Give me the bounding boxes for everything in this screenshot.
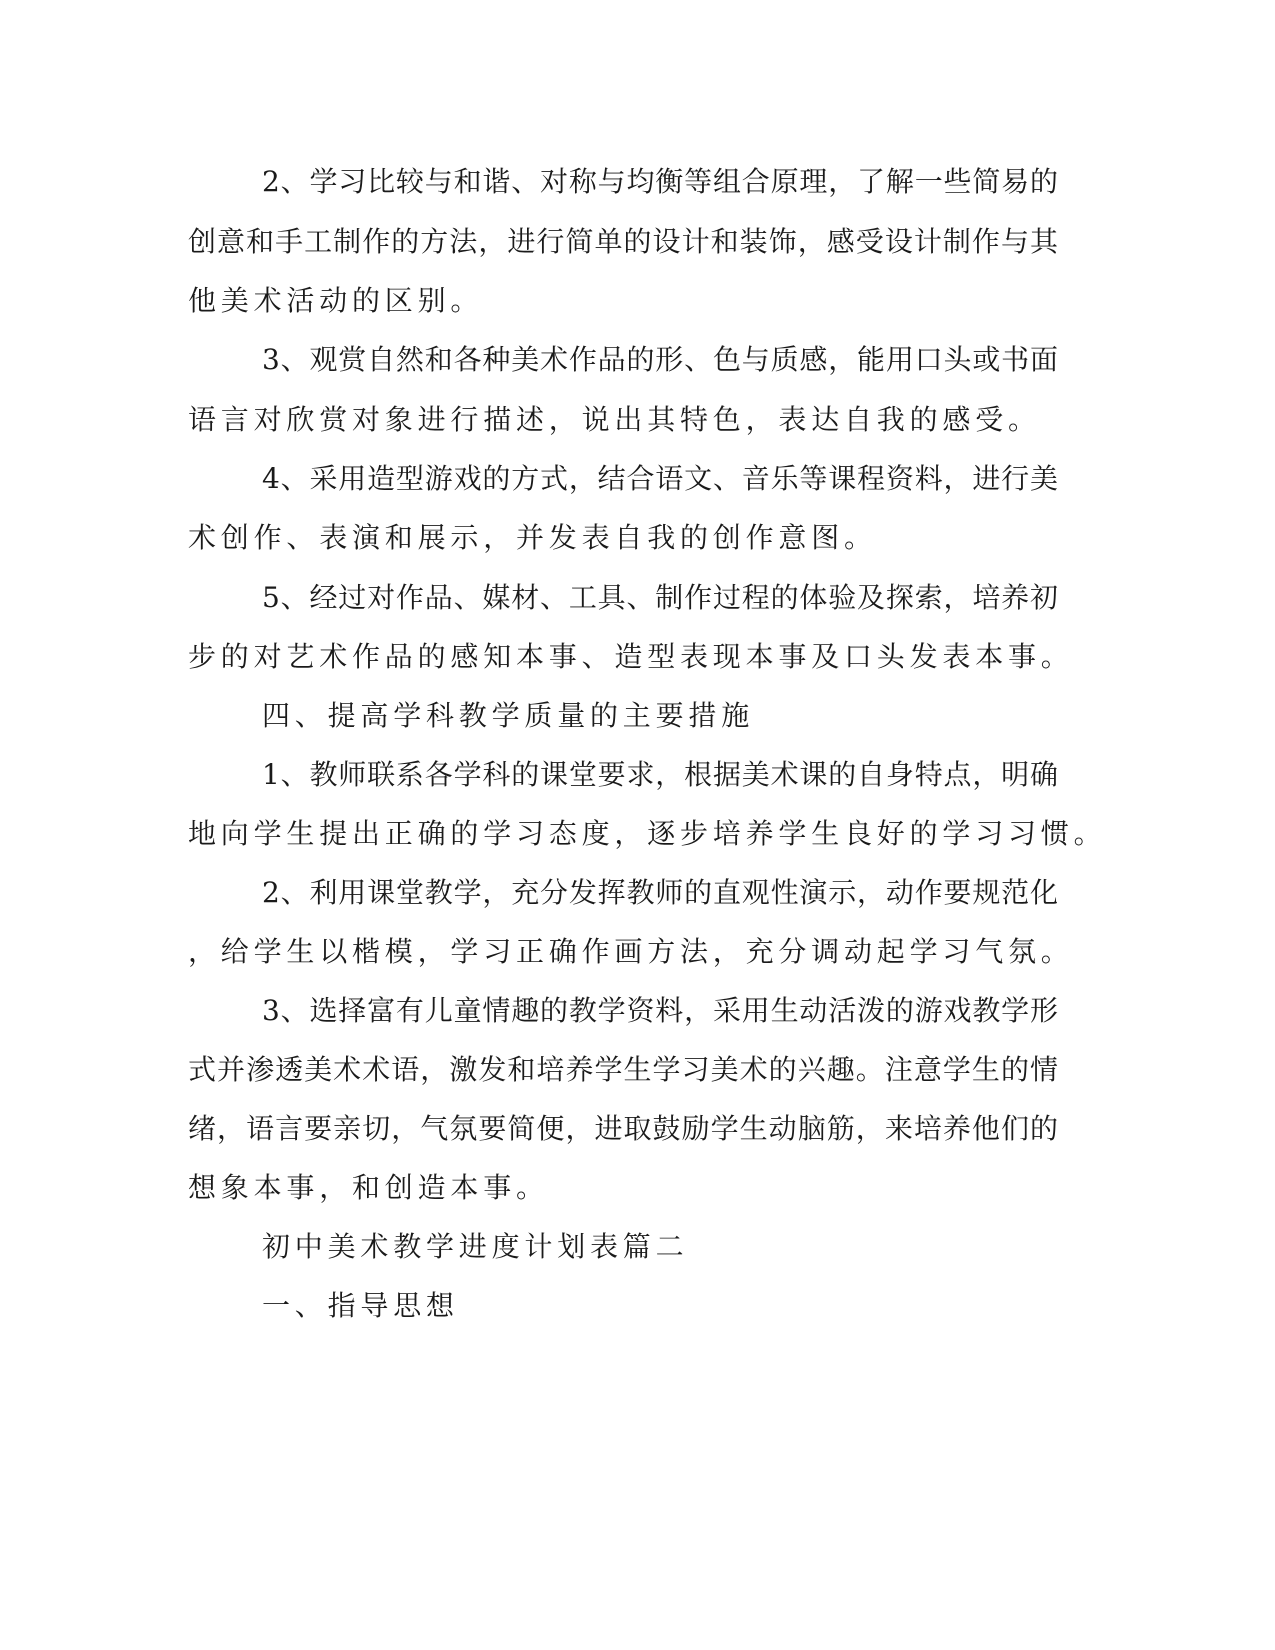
paragraph-line: 术创作、表演和展示，并发表自我的创作意图。 xyxy=(188,521,877,554)
paragraph-line: 式并渗透美术术语，激发和培养学生学习美术的兴趣。注意学生的情 xyxy=(188,1053,1058,1086)
paragraph-line: 想象本事，和创造本事。 xyxy=(188,1171,549,1204)
paragraph-line: 1、教师联系各学科的课堂要求，根据美术课的自身特点，明确 xyxy=(262,758,1058,791)
paragraph-line: 他美术活动的区别。 xyxy=(188,284,484,317)
paragraph-line: 步的对艺术作品的感知本事、造型表现本事及口头发表本事。 xyxy=(188,640,1074,673)
paragraph-line: 5、经过对作品、媒材、工具、制作过程的体验及探索，培养初 xyxy=(262,581,1058,614)
paragraph-line: 语言对欣赏对象进行描述，说出其特色，表达自我的感受。 xyxy=(188,403,1041,436)
paragraph-line: 4、采用造型游戏的方式，结合语文、音乐等课程资料，进行美 xyxy=(262,462,1058,495)
paragraph-line: ，给学生以楷模，学习正确作画方法，充分调动起学习气氛。 xyxy=(188,935,1074,968)
paragraph-line: 2、利用课堂教学，充分发挥教师的直观性演示，动作要规范化 xyxy=(262,876,1058,909)
section-heading: 初中美术教学进度计划表篇二 xyxy=(262,1230,689,1263)
paragraph-line: 地向学生提出正确的学习态度，逐步培养学生良好的学习习惯。 xyxy=(188,817,1107,850)
section-heading: 一、指导思想 xyxy=(262,1289,459,1322)
paragraph-line: 3、选择富有儿童情趣的教学资料，采用生动活泼的游戏教学形 xyxy=(262,994,1058,1027)
paragraph-line: 绪，语言要亲切，气氛要简便，进取鼓励学生动脑筋，来培养他们的 xyxy=(188,1112,1058,1145)
paragraph-line: 3、观赏自然和各种美术作品的形、色与质感，能用口头或书面 xyxy=(262,343,1058,376)
paragraph-line: 创意和手工制作的方法，进行简单的设计和装饰，感受设计制作与其 xyxy=(188,225,1058,258)
paragraph-line: 2、学习比较与和谐、对称与均衡等组合原理，了解一些简易的 xyxy=(262,165,1058,198)
section-heading: 四、提高学科教学质量的主要措施 xyxy=(262,699,755,732)
